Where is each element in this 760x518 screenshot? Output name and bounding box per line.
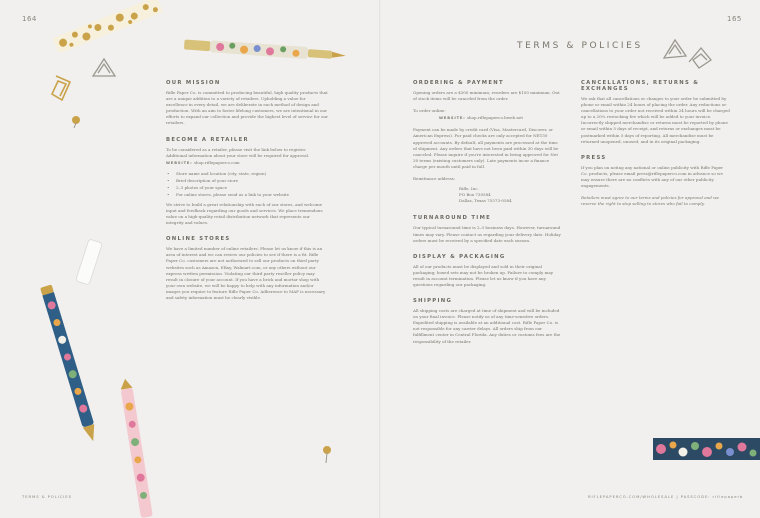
website-line [166, 160, 328, 166]
order-online-label: To order online: [413, 108, 446, 114]
section-heading: TURNAROUND TIME [413, 215, 492, 222]
floral-pencil-icon [40, 280, 104, 450]
section-heading: ONLINE STORES [166, 236, 231, 243]
list-item: • Store name and location (city, state, region) [166, 170, 328, 177]
address-line: Rifle, Inc. [459, 186, 479, 192]
policy-note: Retailers must agree to our terms and policies for approval and we reserve the right to stop selling to stores who fail to comply. [581, 195, 719, 207]
paragraph: To be considered as a retailer, please visit the link below to register. Additional information about your store will be required for approval. [166, 146, 310, 158]
footer-left: TERMS & POLICIES [22, 494, 72, 499]
paragraph: Rifle Paper Co. is committed to producing beautiful, high quality products that are a unique addition to a variety of retailers. Upholding a value for excellence in every detail, we are deliberate in each method of design and production. With an aim to foster lifelong customers, we are intentional in our efforts to expand our collection and provide the highest level of service for our retailers. [166, 90, 328, 126]
requirements-list [166, 170, 328, 198]
column-left [166, 80, 328, 305]
paper-clip-icon [48, 72, 78, 104]
paragraph: Payment can be made by credit card (Visa, Mastercard, Discover, or American Express). For paid checks are only accepted for NET30 approved accounts. By default, all payments are processed at the time of shipment. Any orders that have not been paid within 30 days will be canceled. Please inquire if you're interested in being approved for Net 30 terms (existing customers only). Late payments incur a finance charge per month until paid in full. [413, 127, 559, 169]
website-line [413, 115, 563, 121]
paragraph: If you plan on noting any national or online publicity with Rifle Paper Co. products, please email press@riflepaperco.com in advance so we may ensure there are no conflicts with any of our other publicity engagements. [581, 164, 724, 189]
section-heading: SHIPPING [413, 298, 453, 305]
address-line: Dallas, Texas 75373-0584 [459, 198, 512, 204]
push-pin-icon [70, 115, 82, 129]
page-number-left: 164 [22, 15, 37, 23]
section-heading: DISPLAY & PACKAGING [413, 253, 506, 260]
paragraph: We have a limited number of online retailers. Please let us know if this is an area of interest and we can review our policies to see if there is a fit. Rifle Paper Co. customers are not authorized to sell our products on third party websites such as Amazon, EBay, Walmart.com, or any others without our express written permission. Violating our third party reseller policy may result in closure of your account. If you have a brick and mortar shop with your own website, we will be happy to help with any information and/or images you require to feature Rifle Paper Co. Adherence to MAP is necessary and safety information must be clearly visible. [166, 246, 326, 300]
website-link[interactable]: shop.riflepaperco.bweb.net [466, 115, 524, 121]
floral-pen-icon [178, 36, 350, 66]
website-label: WEBSITE: [166, 160, 193, 165]
push-pin-icon [321, 445, 333, 465]
website-link[interactable]: shop.riflepaperco.com [193, 159, 240, 165]
list-item: • 2–3 photos of your space [166, 184, 328, 191]
paragraph: Opening orders are a $300 minimum; reorders are $150 minimum. Out of stock items will be canceled from the order. [413, 90, 560, 102]
list-item: • Brief description of your store [166, 177, 328, 184]
list-item: • For online stores, please send us a link to your website [166, 191, 328, 198]
paragraph: Our typical turnaround time is 2–3 business days. However, turnaround times may vary. Please contact us regarding your delivery date. Holiday orders must be received by a specified date each season. [413, 225, 561, 243]
floral-washi-tape-icon [653, 438, 760, 460]
paper-clip-icon [685, 44, 715, 72]
remittance-address [413, 186, 563, 204]
section-heading: CANCELLATIONS, RETURNS & EXCHANGES [581, 80, 700, 92]
paragraph: We strive to build a great relationship with each of our stores, and welcome input and feedback regarding our goods and services. We place tremendous value on a high-quality retail distribution network that represents our integrity and values. [166, 201, 323, 226]
column-right [581, 80, 731, 211]
paragraph: We ask that all cancellations or changes to your order be submitted by phone or email within 24 hours of placing the order. Any reductions or cancellations to your order not received within 24 hours will be charged up to a 20% restocking fee which will be added to your invoice. Incorrectly shipped merchandise or returns must be reported by phone or email within 5 days of receipt, and returns or exchanges must be postmarked within 5 days of reporting. All merchandise must be returned unopened, unused, and in its original packaging. [581, 96, 730, 144]
website-label: WEBSITE: [439, 116, 466, 121]
section-heading: PRESS [581, 154, 607, 161]
paragraph: All shipping costs are charged at time of shipment and will be included on your final invoice. Please notify us of any time-sensitive orders. Expedited shipping is available at an additional cost. Rifle Paper Co. is not responsible for any carrier delays. All orders ship from our fulfillment center in Central Florida. Any duties or customs fees are the responsibility of the retailer. [413, 308, 561, 344]
footer-right: RIFLEPAPERCO.COM/WHOLESALE | PASSCODE: riflepaperb [588, 494, 744, 499]
spine-shadow [379, 0, 381, 518]
section-heading: OUR MISSION [166, 80, 221, 86]
gold-floral-tape-icon [50, 0, 165, 52]
paper-clip-icon [90, 56, 118, 80]
section-heading: BECOME A RETAILER [166, 136, 249, 143]
floral-pencil-icon [106, 378, 166, 518]
section-heading: ORDERING & PAYMENT [413, 80, 504, 86]
column-middle [413, 80, 563, 349]
address-line: PO Box 730584 [459, 192, 491, 198]
page-title: TERMS & POLICIES [517, 41, 643, 51]
page-number-right: 165 [727, 15, 742, 23]
paragraph: All of our products must be displayed and sold in their original packaging; boxed sets may not be broken up. Failure to comply may result in account termination. Please let us know if you have any questions regarding our packaging. [413, 263, 554, 287]
remittance-label: Remittance address: [413, 176, 456, 182]
